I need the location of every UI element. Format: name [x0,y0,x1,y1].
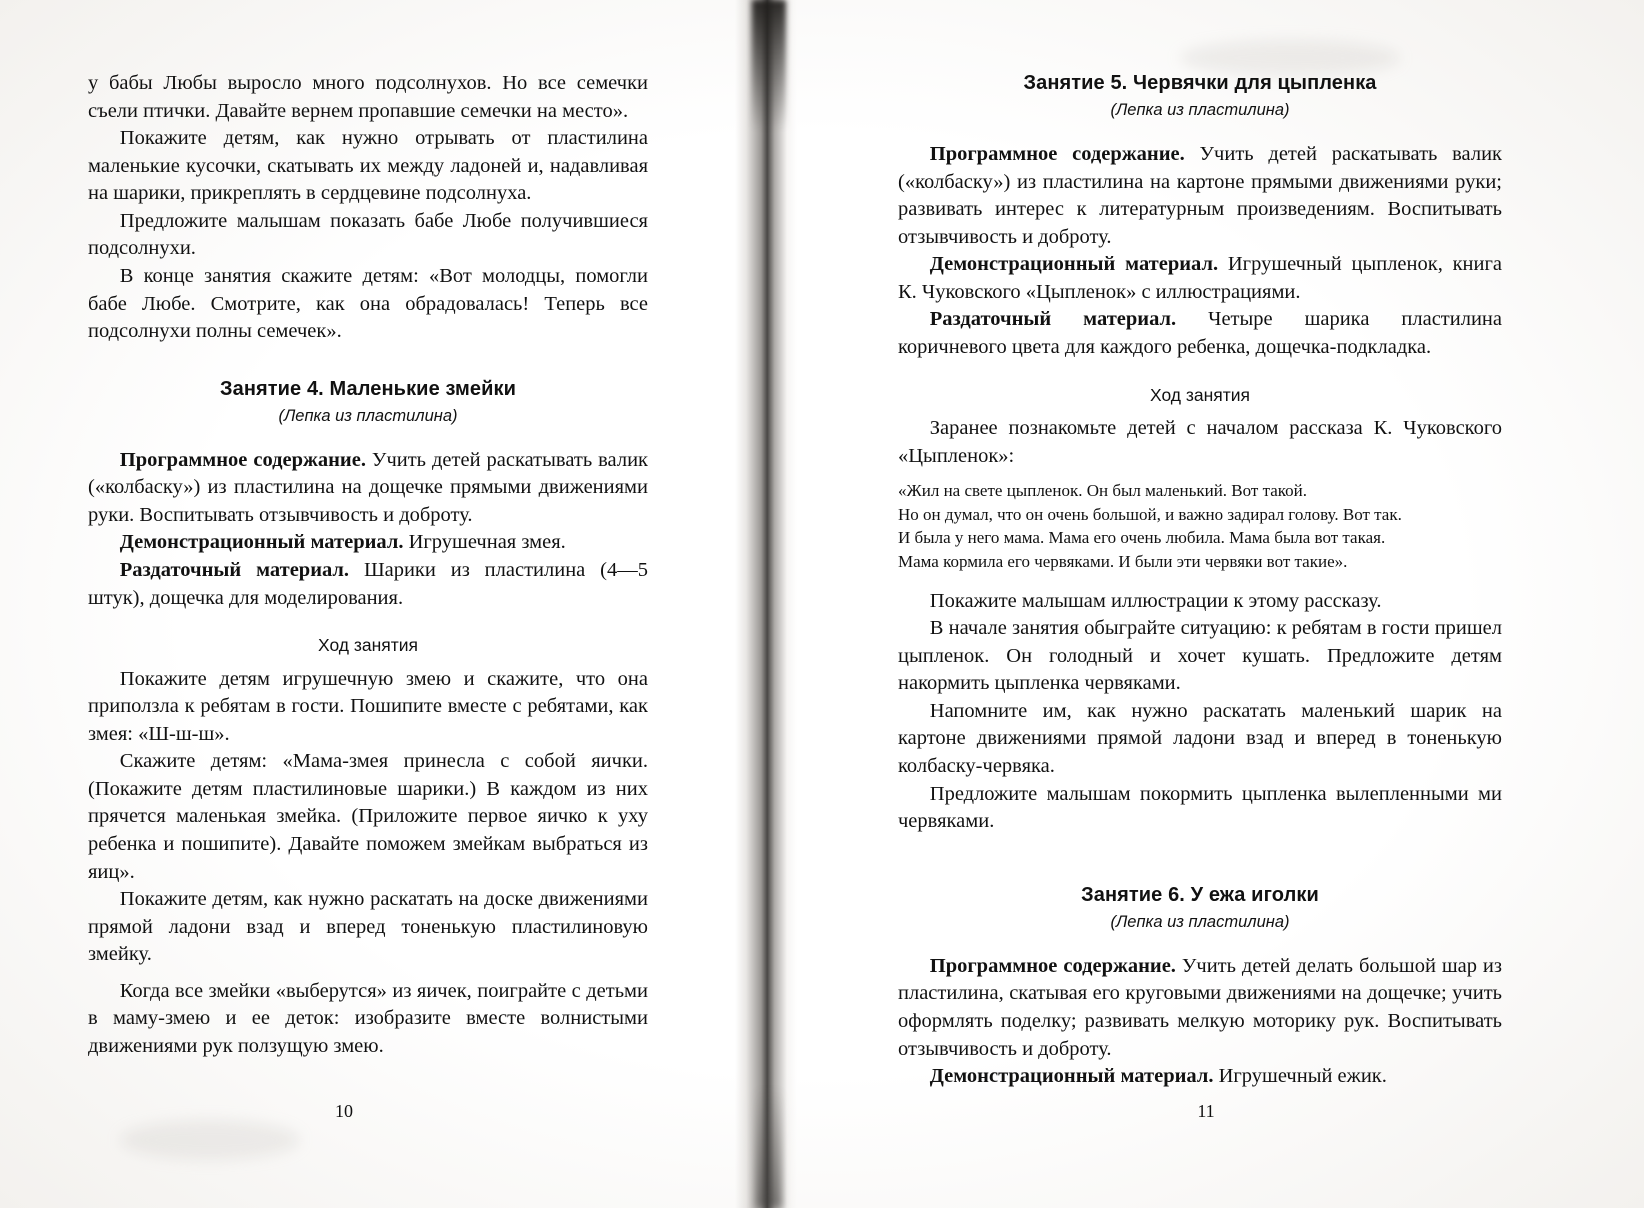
right-page-text-column [898,70,1502,1091]
paragraph: В конце занятия скажите детям: «Вот молодцы, помогли бабе Любе. Смотрите, как она обрадовалась! Теперь все подсолнухи полны семечек». [88,264,648,343]
quote-line: Мама кормила его червяками. И были эти червяки вот такие». [898,552,1348,572]
paragraph-text: Учить детей раскатывать валик («колбаску») из пластилина на картоне прямыми движениями руки; развивать интерес к литературным произведениям. Воспитывать отзывчивость и доброту. [898,143,1502,248]
lesson-heading [898,70,1502,97]
paragraph-lead: Демонстрационный материал. [929,253,1219,276]
paragraph-handout-material [88,557,648,612]
paragraph-lead: Программное содержание. [929,954,1176,977]
paragraph-lead: Демонстрационный материал. [119,531,404,554]
paragraph: Когда все змейки «выберутся» из яичек, поиграйте с детьми в маму-змею и ее деток: изобразите вместе волнистыми движениями рук ползущую змею. [88,979,648,1057]
paragraph-text: Игрушечная змея. [403,531,566,554]
page-number: 10 [335,1101,353,1121]
paragraph: Предложите малышам покормить цыпленка вылепленными ми червяками. [898,782,1502,833]
paragraph: Покажите малышам иллюстрации к этому рассказу. [929,589,1382,612]
paragraph-text: Шарики из пластилина (4—5 штук), дощечка для моделирования. [88,558,648,609]
paragraph-lead: Раздаточный материал. [929,308,1177,331]
paragraph: Напомните им, как нужно раскатать маленький шарик на картоне движениями прямой ладони взад и вперед в тоненькую колбаску-червяка. [898,699,1502,778]
paragraph-lead: Раздаточный материал. [119,558,350,581]
paragraph-program-content [898,141,1502,251]
paragraph: Предложите малышам показать бабе Любе получившиеся подсолнухи. [88,209,648,260]
paragraph-text: Учить детей делать большой шар из пластилина, скатывая его круговыми движениями на дощечке; учить оформлять поделку; развивать мелкую моторику рук. Воспитывать отзывчивость и доброту. [898,954,1503,1060]
lesson-subtitle: (Лепка из пластилина) [278,406,458,425]
lesson-subtitle: (Лепка из пластилина) [1110,912,1290,931]
story-quote-block [898,480,1502,573]
lesson-name: Маленькие змейки [329,377,517,400]
section-label-lesson-course: Ход занятия [317,635,419,656]
quote-line: «Жил на свете цыпленок. Он был маленький. Вот такой. [898,481,1308,501]
book-spine-shadow [735,0,797,1208]
paragraph: Покажите детям, как нужно раскатать на доске движениями прямой ладони взад и вперед тоненькую пластилиновую змейку. [88,888,648,966]
lesson-name: У ежа иголки [1190,883,1319,906]
paragraph-program-content [898,953,1502,1063]
paragraph-text: Учить детей раскатывать валик («колбаску») из пластилина на дощечке прямыми движениями руки. Воспитывать отзывчивость и доброту. [88,448,648,526]
left-page [0,0,740,1208]
paragraph-text: Четыре шарика пластилина коричневого цвета для каждого ребенка, дощечка-подкладка. [898,308,1502,359]
paragraph-lead: Демонстрационный материал. [929,1065,1214,1088]
lesson-number: Занятие 5. [1023,72,1128,94]
lesson-heading [898,882,1502,909]
paragraph: Заранее познакомьте детей с началом рассказа К. Чуковского «Цыпленок»: [898,417,1502,467]
paragraph-text: Игрушечный цыпленок, книга К. Чуковского «Цыпленок» с иллюстрациями. [898,253,1502,303]
paragraph: Покажите детям, как нужно отрывать от пластилина маленькие кусочки, скатывать их между ладоней и, надавливая на шарики, прикреплять в сердцевине подсолнуха. [88,127,648,205]
paragraph: у бабы Любы выросло много подсолнухов. Но все семечки съели птички. Давайте вернем пропавшие семечки на место». [88,72,648,122]
paragraph-demo-material [898,251,1502,306]
lesson-heading [88,376,648,403]
paragraph-handout-material [898,306,1502,361]
section-label-lesson-course: Ход занятия [1149,384,1251,405]
paragraph: В начале занятия обыграйте ситуацию: к ребятам в гости пришел цыпленок. Он голодный и хочет кушать. Предложите детям накормить цыпленка червяками. [898,617,1502,695]
right-page [800,0,1644,1208]
paragraph: Покажите детям игрушечную змею и скажите, что она приползла к ребятам в гости. Пошипите вместе с ребятами, как змея: «Ш-ш-ш». [88,667,648,745]
left-page-text-column [88,70,648,1060]
spacer [88,969,648,978]
lesson-number: Занятие 4. [219,377,324,400]
book-spine-shadow-bottom [756,1088,782,1208]
paragraph-text: Игрушечный ежик. [1213,1065,1387,1088]
paragraph-lead: Программное содержание. [119,448,366,471]
paragraph-demo-material [898,1063,1502,1091]
lesson-name: Червячки для цыпленка [1133,72,1377,94]
lesson-subtitle: (Лепка из пластилина) [1110,100,1290,119]
book-spine-shadow-top [752,0,786,130]
lesson-number: Занятие 6. [1081,883,1185,906]
paragraph-lead: Программное содержание. [929,143,1185,166]
page-number: 11 [1197,1101,1215,1121]
quote-line: Но он думал, что он очень большой, и важно задирал голову. Вот так. [898,504,1402,524]
paragraph: Скажите детям: «Мама-змея принесла с собой яички. (Покажите детям пластилиновые шарики.) В каждом из них прячется маленькая змейка. (Приложите первое яичко к уху ребенка и пошипите). Давайте поможем змейкам выбраться из яиц». [88,750,648,883]
paragraph-program-content [88,447,648,530]
paragraph-demo-material [88,529,648,557]
quote-line: И была у него мама. Мама его очень любила. Мама была вот такая. [898,528,1386,548]
